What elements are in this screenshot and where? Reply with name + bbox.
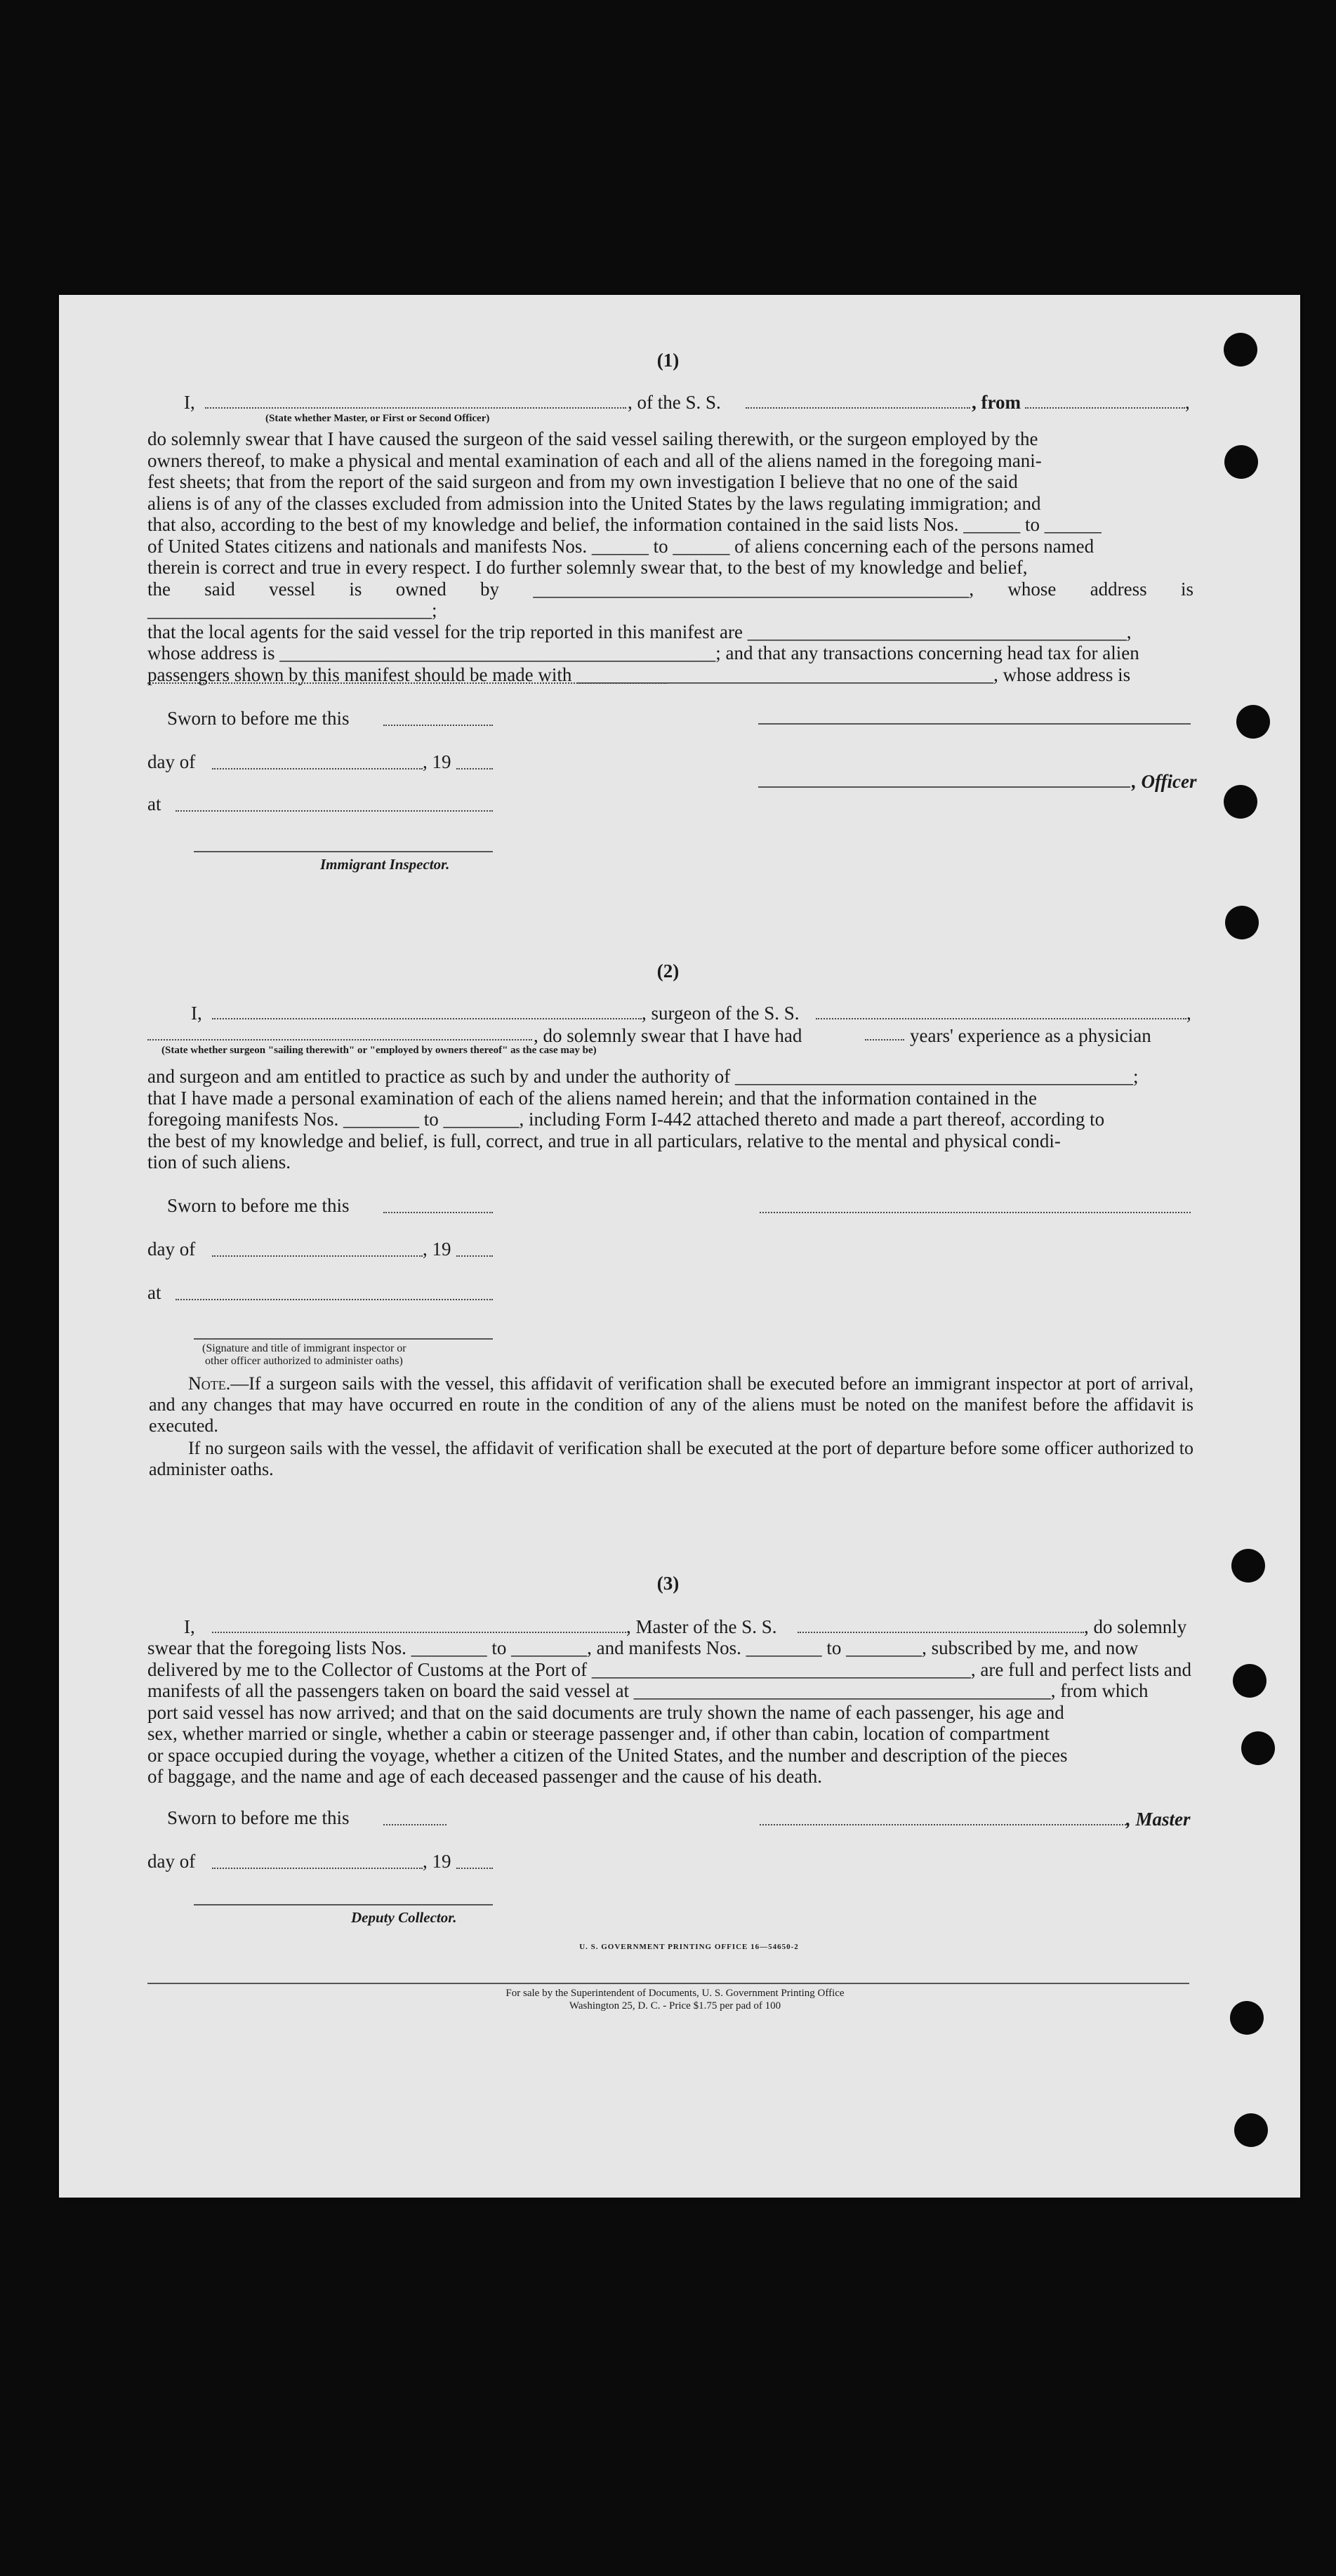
- s1-body-line: of United States citizens and nationals and manifests Nos. ______ to ______ of aliens concerning each of the persons named: [147, 535, 1094, 557]
- s1-month-field[interactable]: [212, 768, 423, 770]
- s3-ss-label: , Master of the S. S.: [626, 1616, 777, 1637]
- s1-vessel-name-field[interactable]: [746, 407, 970, 409]
- s1-body-line: that the local agents for the said vessel for the trip reported in this manifest are ________________________________________,: [147, 621, 1132, 642]
- s3-deputy-label: Deputy Collector.: [351, 1909, 457, 1926]
- section-3-heading: (3): [656, 1573, 680, 1594]
- s3-body-line: of baggage, and the name and age of each deceased passenger and the cause of his death.: [147, 1766, 823, 1787]
- s1-agent-address-field[interactable]: [147, 682, 667, 684]
- s3-month-field[interactable]: [212, 1868, 423, 1869]
- s3-sworn-label: Sworn to before me this: [167, 1807, 350, 1828]
- s2-at-label: at: [147, 1282, 161, 1303]
- s3-vessel-name-field[interactable]: [798, 1632, 1084, 1633]
- s3-master-name-field[interactable]: [212, 1632, 626, 1633]
- s3-body-line: port said vessel has now arrived; and that on the said documents are truly shown the name of each passenger, his age and: [147, 1701, 1064, 1723]
- gpo-imprint: U. S. GOVERNMENT PRINTING OFFICE 16—54650-2: [579, 1943, 799, 1951]
- s1-year-label: , 19: [423, 751, 451, 772]
- s3-body-line: sex, whether married or single, whether a cabin or steerage passenger and, if other than cabin, location of compartment: [147, 1723, 1050, 1744]
- s2-signature-line[interactable]: [760, 1212, 1191, 1213]
- s1-body-line: do solemnly swear that I have caused the surgeon of the said vessel sailing therewith, or the surgeon employed by the: [147, 428, 1038, 449]
- section-1-heading: (1): [656, 350, 680, 371]
- punch-hole: [1225, 906, 1259, 939]
- s1-line-end: ,: [1185, 392, 1190, 413]
- punch-hole: [1224, 445, 1258, 479]
- s3-deputy-line[interactable]: [194, 1904, 493, 1905]
- s1-body-line: passengers shown by this manifest should be made with ____________________________________________, whose address is: [147, 663, 1131, 685]
- s2-years-label: years' experience as a physician: [910, 1025, 1151, 1046]
- s2-surgeon-name-field[interactable]: [212, 1018, 642, 1019]
- s3-year-field[interactable]: [456, 1868, 493, 1869]
- s1-sworn-date-field[interactable]: [383, 725, 493, 726]
- s2-body: [147, 1066, 1193, 1173]
- s3-body: [147, 1637, 1193, 1788]
- s1-body-line: owners thereof, to make a physical and mental examination of each and all of the aliens named in the foregoing mani-: [147, 449, 1042, 471]
- s2-i-label: I,: [191, 1003, 202, 1024]
- s2-sig-hint-2: other officer authorized to administer oaths): [205, 1355, 403, 1367]
- s3-day-of-label: day of: [147, 1851, 196, 1872]
- s2-note-1: [149, 1373, 1193, 1436]
- s3-body-line: delivered by me to the Collector of Customs at the Port of ________________________________________, are full and perfect lists and: [147, 1658, 1192, 1680]
- s3-sworn-date-field[interactable]: [383, 1824, 447, 1825]
- s1-body-line: whose address is ______________________________________________; and that any transactions concerning head tax for alien: [147, 642, 1139, 663]
- s2-note-label: Note.: [188, 1373, 231, 1394]
- s2-month-field[interactable]: [212, 1255, 423, 1257]
- s1-officer-name-field[interactable]: [205, 407, 626, 409]
- s1-day-of-label: day of: [147, 751, 196, 772]
- s3-year-label: , 19: [423, 1851, 451, 1872]
- s2-swear-label: , do solemnly swear that I have had: [534, 1025, 802, 1046]
- s1-officer-line[interactable]: [758, 786, 1130, 788]
- s2-surgeon-hint: (State whether surgeon "sailing therewith" or "employed by owners thereof" as the case may be): [161, 1045, 597, 1056]
- s2-at-field[interactable]: [176, 1299, 493, 1300]
- s2-note-2: If no surgeon sails with the vessel, the affidavit of verification shall be executed at the port of departure before some officer authorized to administer oaths.: [149, 1438, 1193, 1479]
- s2-sig-hint-1: (Signature and title of immigrant inspector or: [202, 1342, 406, 1354]
- s2-body-line: that I have made a personal examination of each of the aliens named herein; and that the information contained in the: [147, 1087, 1038, 1109]
- s2-year-label: , 19: [423, 1239, 451, 1260]
- punch-hole: [1233, 1664, 1266, 1698]
- s2-body-line: tion of such aliens.: [147, 1151, 291, 1173]
- s2-note-1-text: —If a surgeon sails with the vessel, this affidavit of verification shall be executed before an immigrant inspector at port of arrival, and any changes that may have occurred en route in the condition of any of the aliens must be noted on the manifest before the affidavit is executed.: [149, 1373, 1193, 1436]
- s3-i-label: I,: [184, 1616, 195, 1637]
- s2-body-line: foregoing manifests Nos. ________ to ________, including Form I-442 attached thereto and made a part thereof, according to: [147, 1109, 1105, 1130]
- s2-line-end: ,: [1186, 1003, 1191, 1024]
- s2-vessel-name-field[interactable]: [816, 1018, 1186, 1019]
- s1-year-field[interactable]: [456, 768, 493, 770]
- s1-body: [147, 428, 1193, 685]
- s1-officer-hint: (State whether Master, or First or Second Officer): [265, 413, 490, 424]
- punch-hole: [1234, 2113, 1268, 2147]
- section-2-heading: (2): [656, 960, 680, 982]
- s1-inspector-label: Immigrant Inspector.: [320, 856, 450, 873]
- s1-from-port-field[interactable]: [1025, 407, 1185, 409]
- s1-i-label: I,: [184, 392, 195, 413]
- punch-hole: [1224, 785, 1257, 819]
- s2-inspector-line[interactable]: [194, 1338, 493, 1340]
- s1-body-line: that also, according to the best of my knowledge and belief, the information contained in the said lists Nos. ______ to ______: [147, 514, 1102, 535]
- s1-sworn-label: Sworn to before me this: [167, 708, 350, 729]
- s2-body-line: and surgeon and am entitled to practice as such by and under the authority of __________________________________________;: [147, 1066, 1139, 1087]
- footer-rule: [147, 1983, 1189, 1984]
- s1-from-label: , from: [972, 392, 1021, 413]
- s3-body-line: manifests of all the passengers taken on board the said vessel at ____________________________________________, from which: [147, 1680, 1149, 1701]
- sale-note-2: Washington 25, D. C. - Price $1.75 per pad of 100: [569, 2000, 781, 2012]
- s1-body-line: the said vessel is owned by ______________________________________________, whose address is ______________________________;: [147, 578, 1193, 621]
- s2-sworn-date-field[interactable]: [383, 1212, 493, 1213]
- s1-at-field[interactable]: [176, 810, 493, 812]
- s3-signature-line[interactable]: [760, 1824, 1126, 1825]
- sale-note-1: For sale by the Superintendent of Documents, U. S. Government Printing Office: [505, 1988, 845, 1999]
- s3-line-end: , do solemnly: [1084, 1616, 1187, 1637]
- s3-master-label: , Master: [1126, 1809, 1191, 1830]
- s1-body-line: aliens is of any of the classes excluded from admission into the United States by the laws regulating immigration; and: [147, 492, 1041, 514]
- punch-hole: [1241, 1731, 1275, 1765]
- s2-year-field[interactable]: [456, 1255, 493, 1257]
- s1-body-line: fest sheets; that from the report of the said surgeon and from my own investigation I believe that no one of the said: [147, 471, 1018, 492]
- s2-sworn-label: Sworn to before me this: [167, 1195, 350, 1216]
- s2-surgeon-type-field[interactable]: [147, 1039, 532, 1041]
- s1-signature-line[interactable]: [758, 723, 1191, 725]
- s2-ss-label: , surgeon of the S. S.: [642, 1003, 800, 1024]
- s1-body-line: therein is correct and true in every respect. I do further solemnly swear that, to the best of my knowledge and belief,: [147, 557, 1028, 578]
- s2-body-line: the best of my knowledge and belief, is full, correct, and true in all particulars, relative to the mental and physical condi-: [147, 1130, 1061, 1151]
- s2-day-of-label: day of: [147, 1239, 196, 1260]
- s1-ss-label: , of the S. S.: [628, 392, 721, 413]
- s1-officer-label: , Officer: [1132, 771, 1197, 792]
- s1-at-label: at: [147, 793, 161, 814]
- s3-body-line: swear that the foregoing lists Nos. ________ to ________, and manifests Nos. ________ to ________, subscribed by me, and now: [147, 1637, 1139, 1658]
- s2-years-field[interactable]: [865, 1039, 904, 1041]
- s1-inspector-line[interactable]: [194, 851, 493, 852]
- s3-body-line: or space occupied during the voyage, whether a citizen of the United States, and the number and description of the pieces: [147, 1744, 1068, 1766]
- punch-hole: [1236, 705, 1270, 739]
